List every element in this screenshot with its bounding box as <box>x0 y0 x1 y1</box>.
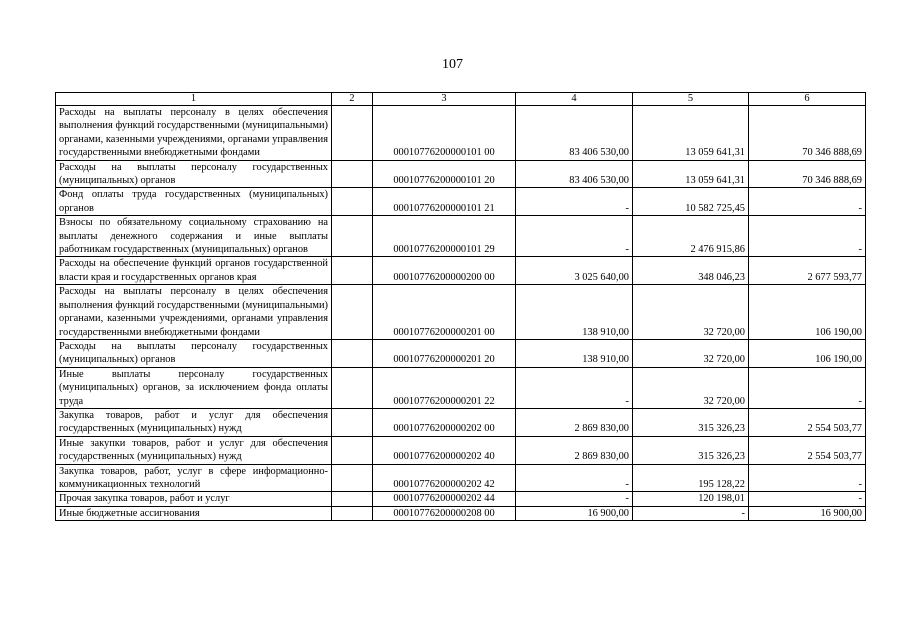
column-6-value: - <box>749 216 866 257</box>
column-2-cell <box>332 285 373 340</box>
column-5-value: 348 046,23 <box>633 257 749 285</box>
expense-name-cell: Иные выплаты персоналу государственных (муниципальных) органов, за исключением фонда оплаты труда <box>56 367 332 408</box>
budget-code-cell: 00010776200000202 42 <box>373 464 516 492</box>
column-5-value: 120 198,01 <box>633 492 749 506</box>
column-4-value: 83 406 530,00 <box>516 160 633 188</box>
table-row <box>56 464 866 492</box>
column-header-6: 6 <box>749 93 866 106</box>
column-6-value: 2 677 593,77 <box>749 257 866 285</box>
column-2-cell <box>332 216 373 257</box>
column-4-value: - <box>516 464 633 492</box>
column-header-4: 4 <box>516 93 633 106</box>
column-5-value: 13 059 641,31 <box>633 160 749 188</box>
column-5-value: 195 128,22 <box>633 464 749 492</box>
column-4-value: - <box>516 188 633 216</box>
column-6-value: 70 346 888,69 <box>749 106 866 161</box>
column-5-value: 315 326,23 <box>633 436 749 464</box>
column-4-value: 2 869 830,00 <box>516 408 633 436</box>
budget-code-cell: 00010776200000202 40 <box>373 436 516 464</box>
budget-table <box>55 92 866 521</box>
column-4-value: - <box>516 216 633 257</box>
column-6-value: 70 346 888,69 <box>749 160 866 188</box>
page-number: 107 <box>442 57 463 72</box>
table-row <box>56 285 866 340</box>
column-2-cell <box>332 339 373 367</box>
column-header-2: 2 <box>332 93 373 106</box>
column-5-value: 32 720,00 <box>633 285 749 340</box>
expense-name-cell: Расходы на выплаты персоналу государственных (муниципальных) органов <box>56 160 332 188</box>
column-6-value: - <box>749 188 866 216</box>
column-2-cell <box>332 492 373 506</box>
column-5-value: 2 476 915,86 <box>633 216 749 257</box>
table-row <box>56 492 866 506</box>
expense-name-cell: Закупка товаров, работ, услуг в сфере информационно-коммуникационных технологий <box>56 464 332 492</box>
column-header-1: 1 <box>56 93 332 106</box>
column-4-value: 138 910,00 <box>516 339 633 367</box>
table-row <box>56 367 866 408</box>
column-6-value: - <box>749 464 866 492</box>
budget-code-cell: 00010776200000201 20 <box>373 339 516 367</box>
column-4-value: - <box>516 367 633 408</box>
column-header-3: 3 <box>373 93 516 106</box>
column-4-value: 138 910,00 <box>516 285 633 340</box>
column-6-value: - <box>749 367 866 408</box>
budget-code-cell: 00010776200000201 00 <box>373 285 516 340</box>
column-6-value: 16 900,00 <box>749 506 866 520</box>
column-5-value: 315 326,23 <box>633 408 749 436</box>
column-5-value: - <box>633 506 749 520</box>
column-2-cell <box>332 188 373 216</box>
expense-name-cell: Расходы на выплаты персоналу в целях обеспечения выполнения функций государственными (муниципальными) органами, казенными учреждениями, органами управления государственными внебюджетными фондами <box>56 285 332 340</box>
expense-name-cell: Взносы по обязательному социальному страхованию на выплаты денежного содержания и иные выплаты работникам государственных (муниципальных) органов <box>56 216 332 257</box>
column-4-value: 3 025 640,00 <box>516 257 633 285</box>
column-5-value: 13 059 641,31 <box>633 106 749 161</box>
expense-name-cell: Расходы на обеспечение функций органов государственной власти края и государственных органов края <box>56 257 332 285</box>
table-row <box>56 436 866 464</box>
expense-name-cell: Расходы на выплаты персоналу в целях обеспечения выполнения функций государственными (муниципальными) органами, казенными учреждениями, органами управлвения государственными внебюджетными фондами <box>56 106 332 161</box>
budget-code-cell: 00010776200000202 44 <box>373 492 516 506</box>
header-row <box>56 93 866 106</box>
column-6-value: 106 190,00 <box>749 339 866 367</box>
expense-name-cell: Фонд оплаты труда государственных (муниципальных) органов <box>56 188 332 216</box>
column-4-value: 83 406 530,00 <box>516 106 633 161</box>
column-header-5: 5 <box>633 93 749 106</box>
budget-code-cell: 00010776200000202 00 <box>373 408 516 436</box>
table-row <box>56 339 866 367</box>
column-6-value: 2 554 503,77 <box>749 436 866 464</box>
table-row <box>56 160 866 188</box>
column-2-cell <box>332 367 373 408</box>
column-2-cell <box>332 464 373 492</box>
column-2-cell <box>332 106 373 161</box>
column-2-cell <box>332 160 373 188</box>
column-6-value: 106 190,00 <box>749 285 866 340</box>
column-2-cell <box>332 506 373 520</box>
budget-code-cell: 00010776200000101 20 <box>373 160 516 188</box>
column-6-value: - <box>749 492 866 506</box>
column-5-value: 32 720,00 <box>633 367 749 408</box>
column-6-value: 2 554 503,77 <box>749 408 866 436</box>
column-2-cell <box>332 436 373 464</box>
expense-name-cell: Расходы на выплаты персоналу государственных (муниципальных) органов <box>56 339 332 367</box>
budget-code-cell: 00010776200000101 21 <box>373 188 516 216</box>
column-4-value: 16 900,00 <box>516 506 633 520</box>
expense-name-cell: Закупка товаров, работ и услуг для обеспечения государственных (муниципальных) нужд <box>56 408 332 436</box>
table-row <box>56 188 866 216</box>
column-2-cell <box>332 257 373 285</box>
expense-name-cell: Иные закупки товаров, работ и услуг для обеспечения государственных (муниципальных) нужд <box>56 436 332 464</box>
column-5-value: 32 720,00 <box>633 339 749 367</box>
column-5-value: 10 582 725,45 <box>633 188 749 216</box>
expense-name-cell: Иные бюджетные ассигнования <box>56 506 332 520</box>
column-2-cell <box>332 408 373 436</box>
budget-code-cell: 00010776200000201 22 <box>373 367 516 408</box>
budget-code-cell: 00010776200000101 00 <box>373 106 516 161</box>
table-row <box>56 216 866 257</box>
expense-name-cell: Прочая закупка товаров, работ и услуг <box>56 492 332 506</box>
budget-code-cell: 00010776200000208 00 <box>373 506 516 520</box>
column-4-value: - <box>516 492 633 506</box>
table-row <box>56 106 866 161</box>
table-row <box>56 506 866 520</box>
budget-code-cell: 00010776200000101 29 <box>373 216 516 257</box>
table-row <box>56 408 866 436</box>
budget-code-cell: 00010776200000200 00 <box>373 257 516 285</box>
column-4-value: 2 869 830,00 <box>516 436 633 464</box>
table-row <box>56 257 866 285</box>
